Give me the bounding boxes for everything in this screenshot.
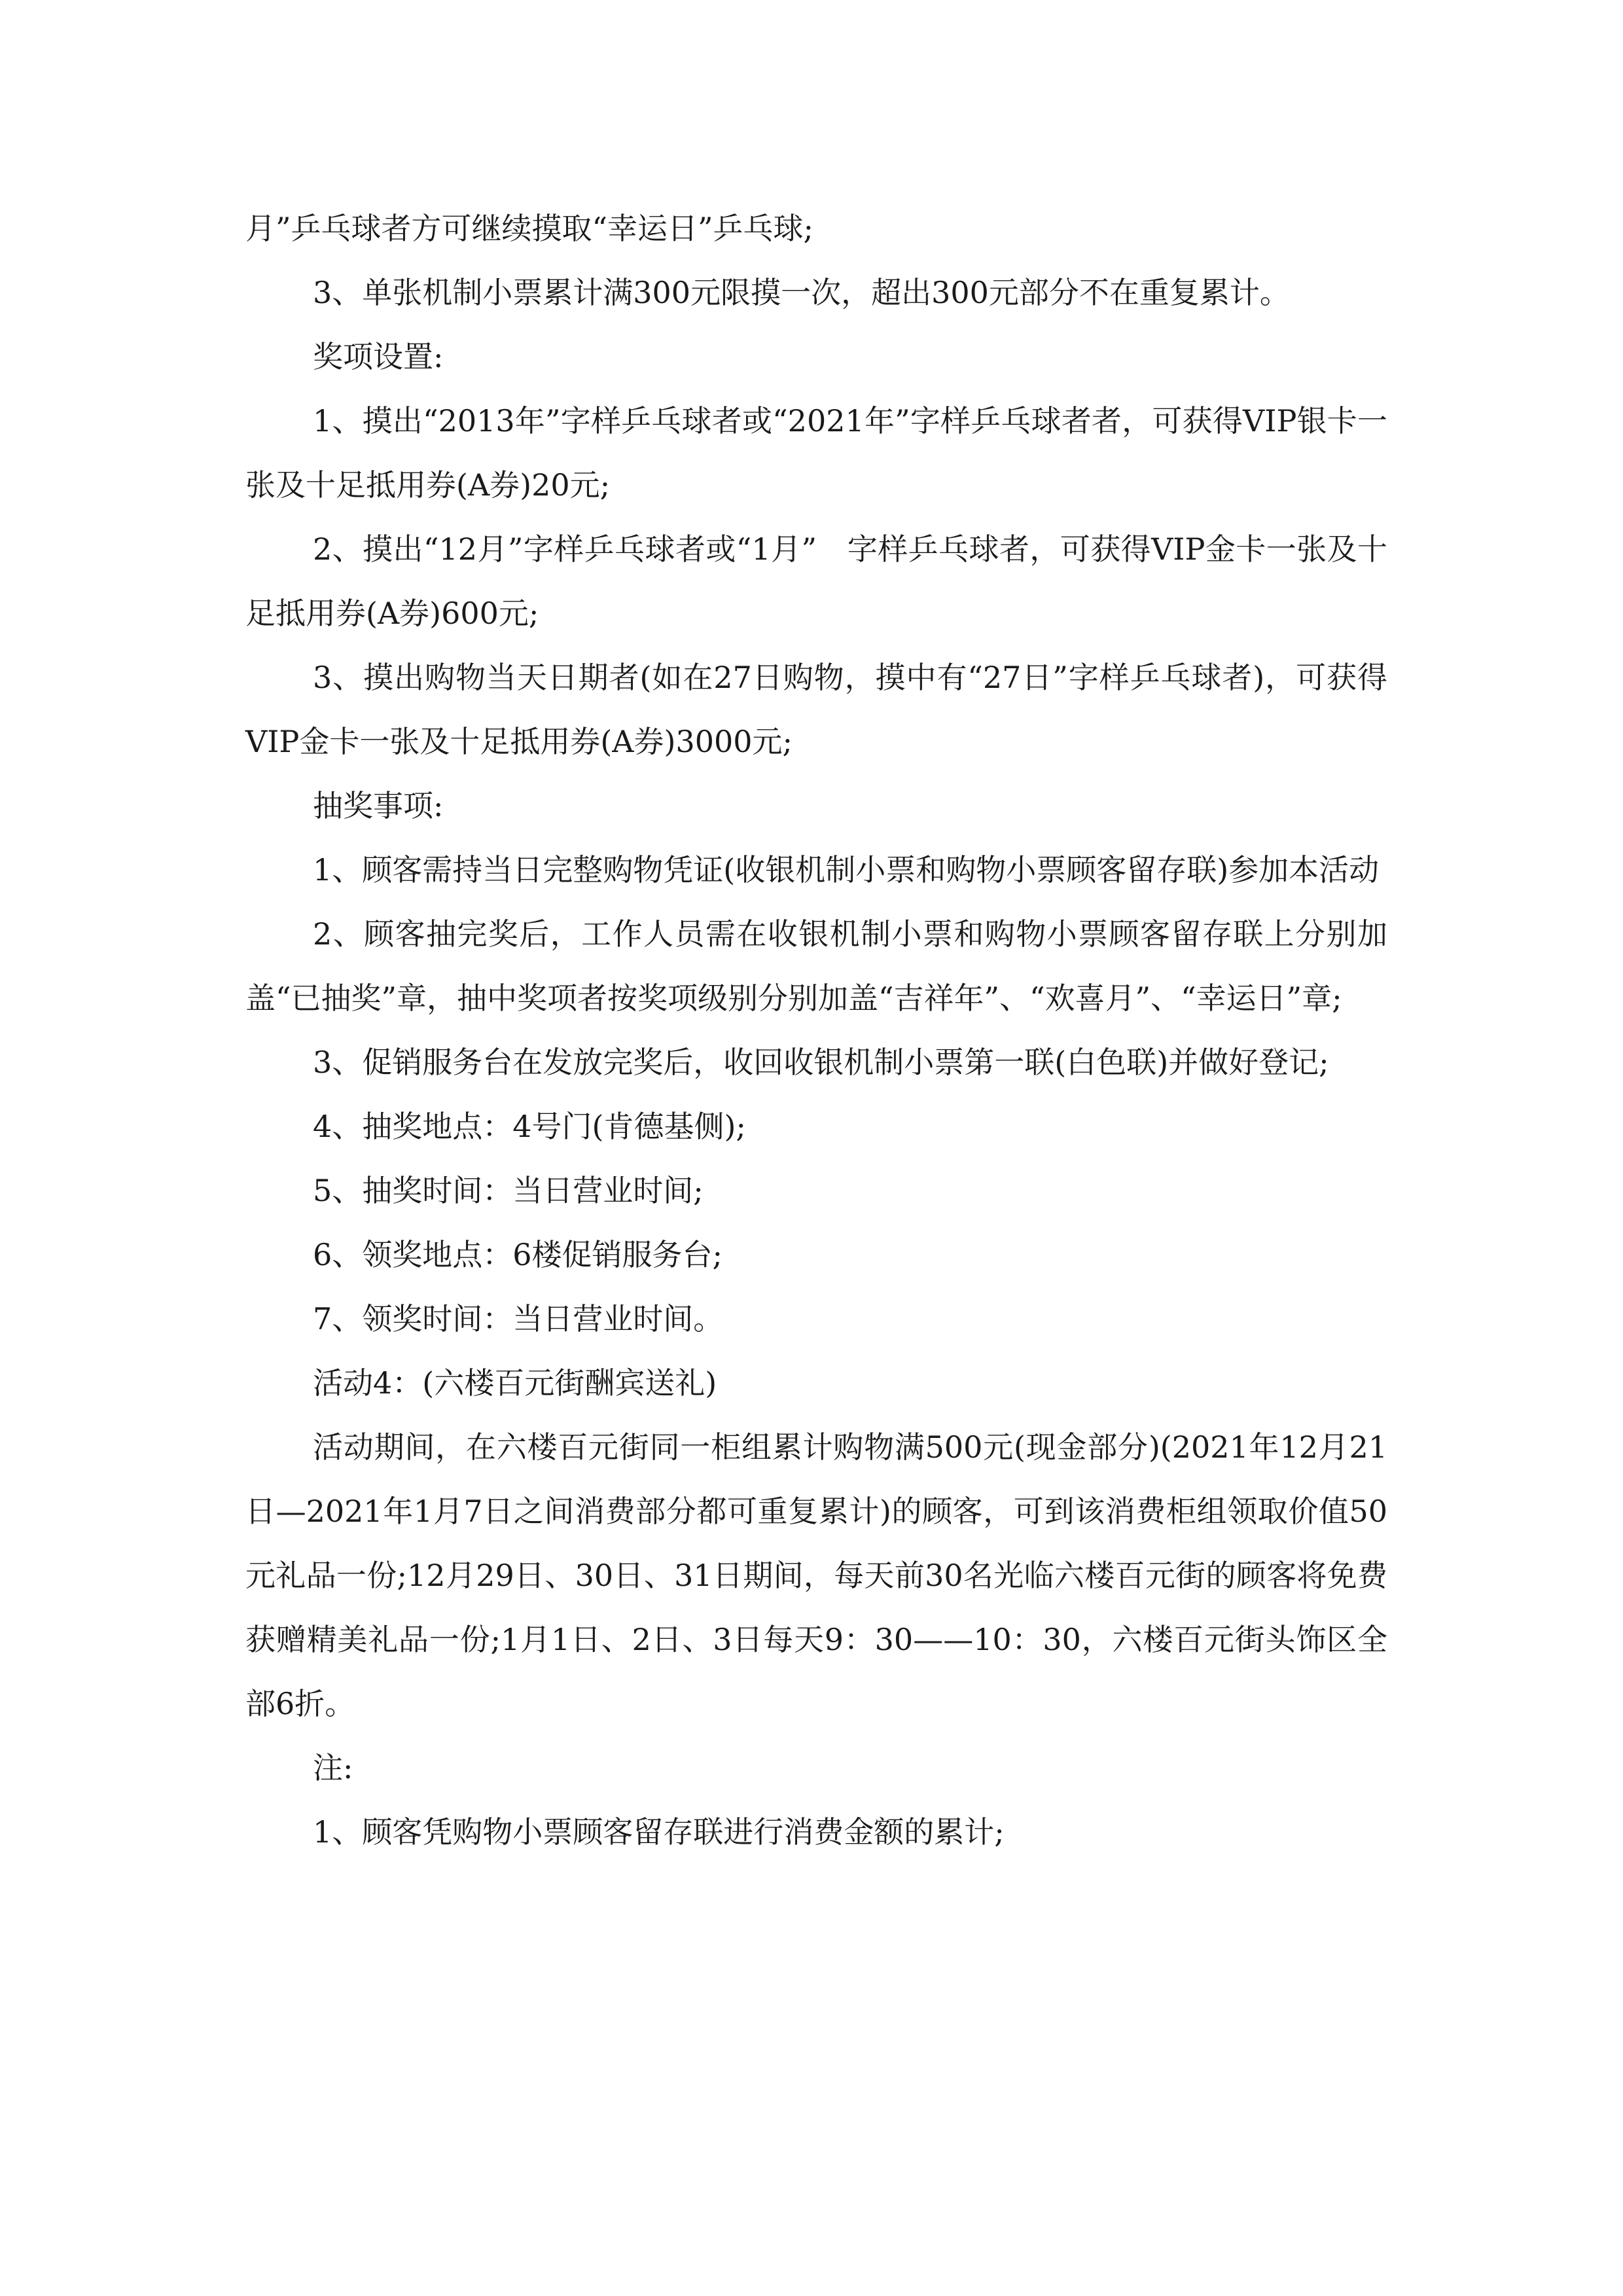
note-item-1: 1、顾客凭购物小票顾客留存联进行消费金额的累计; (313, 1814, 1005, 1850)
section-heading-activity-4: 活动4：(六楼百元街酬宾送礼) (313, 1365, 717, 1401)
draw-note-1: 1、顾客需持当日完整购物凭证(收银机制小票和购物小票顾客留存联)参加本活动 (313, 852, 1380, 888)
draw-note-2: 2、顾客抽完奖后，工作人员需在收银机制小票和购物小票顾客留存联上分别加盖“已抽奖”章，抽中奖项者按奖项级别分别加盖“吉祥年”、“欢喜月”、“幸运日”章; (245, 916, 1387, 1016)
activity-4-description: 活动期间，在六楼百元街同一柜组累计购物满500元(现金部分)(2021年12月21日—2021年1月7日之间消费部分都可重复累计)的顾客，可到该消费柜组领取价值50元礼品一份;12月29日、30日、31日期间，每天前30名光临六楼百元街的顾客将免费获赠精美礼品一份;1月1日、2日、3日每天9：30——10：30，六楼百元街头饰区全部6折。 (245, 1429, 1387, 1721)
section-heading-notes: 注: (313, 1750, 353, 1785)
prize-item-2: 2、摸出“12月”字样乒乓球者或“1月” 字样乒乓球者，可获得VIP金卡一张及十足抵用券(A券)600元; (245, 531, 1387, 631)
draw-note-4: 4、抽奖地点：4号门(肯德基侧); (313, 1109, 746, 1144)
prize-item-1: 1、摸出“2013年”字样乒乓球者或“2021年”字样乒乓球者者，可获得VIP银卡一张及十足抵用券(A券)20元; (245, 403, 1387, 503)
draw-note-7: 7、领奖时间：当日营业时间。 (313, 1301, 724, 1336)
section-heading-draw-notes: 抽奖事项: (313, 788, 444, 823)
draw-note-3: 3、促销服务台在发放完奖后，收回收银机制小票第一联(白色联)并做好登记; (313, 1045, 1329, 1080)
paragraph-continuation: 月”乒乓球者方可继续摸取“幸运日”乒乓球; (245, 211, 814, 246)
section-heading-prizes: 奖项设置: (313, 339, 444, 374)
draw-note-5: 5、抽奖时间：当日营业时间; (313, 1173, 704, 1208)
document-page (245, 196, 1387, 1864)
draw-note-6: 6、领奖地点：6楼促销服务台; (313, 1237, 723, 1272)
rule-item-3: 3、单张机制小票累计满300元限摸一次，超出300元部分不在重复累计。 (313, 275, 1290, 310)
prize-item-3: 3、摸出购物当天日期者(如在27日购物，摸中有“27日”字样乒乓球者)，可获得VIP金卡一张及十足抵用券(A券)3000元; (245, 660, 1387, 759)
